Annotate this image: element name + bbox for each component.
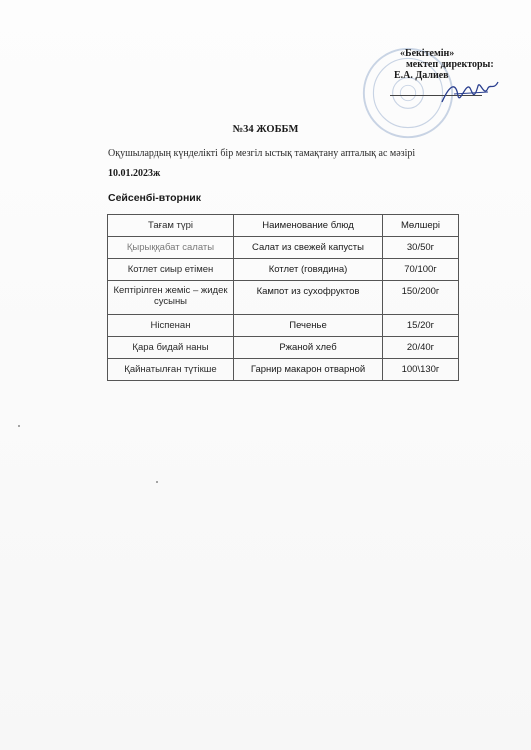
cell-dish-kz: Қырыққабат салаты bbox=[108, 237, 234, 259]
cell-quantity: 15/20г bbox=[383, 315, 459, 337]
cell-quantity: 30/50г bbox=[383, 237, 459, 259]
table-row bbox=[108, 281, 459, 315]
cell-dish-kz: Нiспенан bbox=[108, 315, 234, 337]
cell-dish-kz: Кептірілген жеміс – жидек сусыны bbox=[108, 281, 234, 315]
table-row bbox=[108, 359, 459, 381]
cell-dish-ru: Печенье bbox=[234, 315, 383, 337]
cell-quantity: 150/200г bbox=[383, 281, 459, 315]
table-row bbox=[108, 337, 459, 359]
table-header-row bbox=[108, 215, 459, 237]
header-cell-dish-name-ru: Наименование блюд bbox=[234, 215, 383, 237]
header-cell-dish-type-kz: Тағам түрі bbox=[108, 215, 234, 237]
cell-quantity: 20/40г bbox=[383, 337, 459, 359]
scan-speck bbox=[18, 425, 20, 427]
cell-quantity: 100\130г bbox=[383, 359, 459, 381]
document-date: 10.01.2023ж bbox=[108, 168, 161, 179]
approval-block bbox=[388, 48, 494, 81]
header-cell-quantity: Мөлшері bbox=[383, 215, 459, 237]
approval-name: Е.А. Далиев bbox=[394, 70, 449, 81]
table-row bbox=[108, 237, 459, 259]
menu-table bbox=[107, 214, 459, 381]
cell-quantity: 70/100г bbox=[383, 259, 459, 281]
document-subtitle: Оқушылардың күнделікті бір мезгіл ыстық тамақтану апталық ас мәзірі bbox=[108, 148, 416, 159]
cell-dish-ru: Кампот из сухофруктов bbox=[234, 281, 383, 315]
cell-dish-ru: Гарнир макарон отварной bbox=[234, 359, 383, 381]
cell-dish-ru: Салат из свежей капусты bbox=[234, 237, 383, 259]
cell-dish-ru: Котлет (говядина) bbox=[234, 259, 383, 281]
school-title: №34 ЖОББМ bbox=[232, 124, 299, 135]
scan-speck bbox=[156, 481, 158, 483]
weekday-heading: Сейсенбі-вторник bbox=[108, 192, 201, 204]
approval-position: мектеп директоры: bbox=[406, 59, 494, 70]
approval-title: «Бекітемін» bbox=[400, 48, 455, 59]
cell-dish-kz: Қайнатылған түтікше bbox=[108, 359, 234, 381]
cell-dish-ru: Ржаной хлеб bbox=[234, 337, 383, 359]
cell-dish-kz: Котлет сиыр етімен bbox=[108, 259, 234, 281]
table-row bbox=[108, 259, 459, 281]
cell-dish-kz: Қара бидай наны bbox=[108, 337, 234, 359]
table-row bbox=[108, 315, 459, 337]
handwritten-signature bbox=[440, 78, 500, 108]
